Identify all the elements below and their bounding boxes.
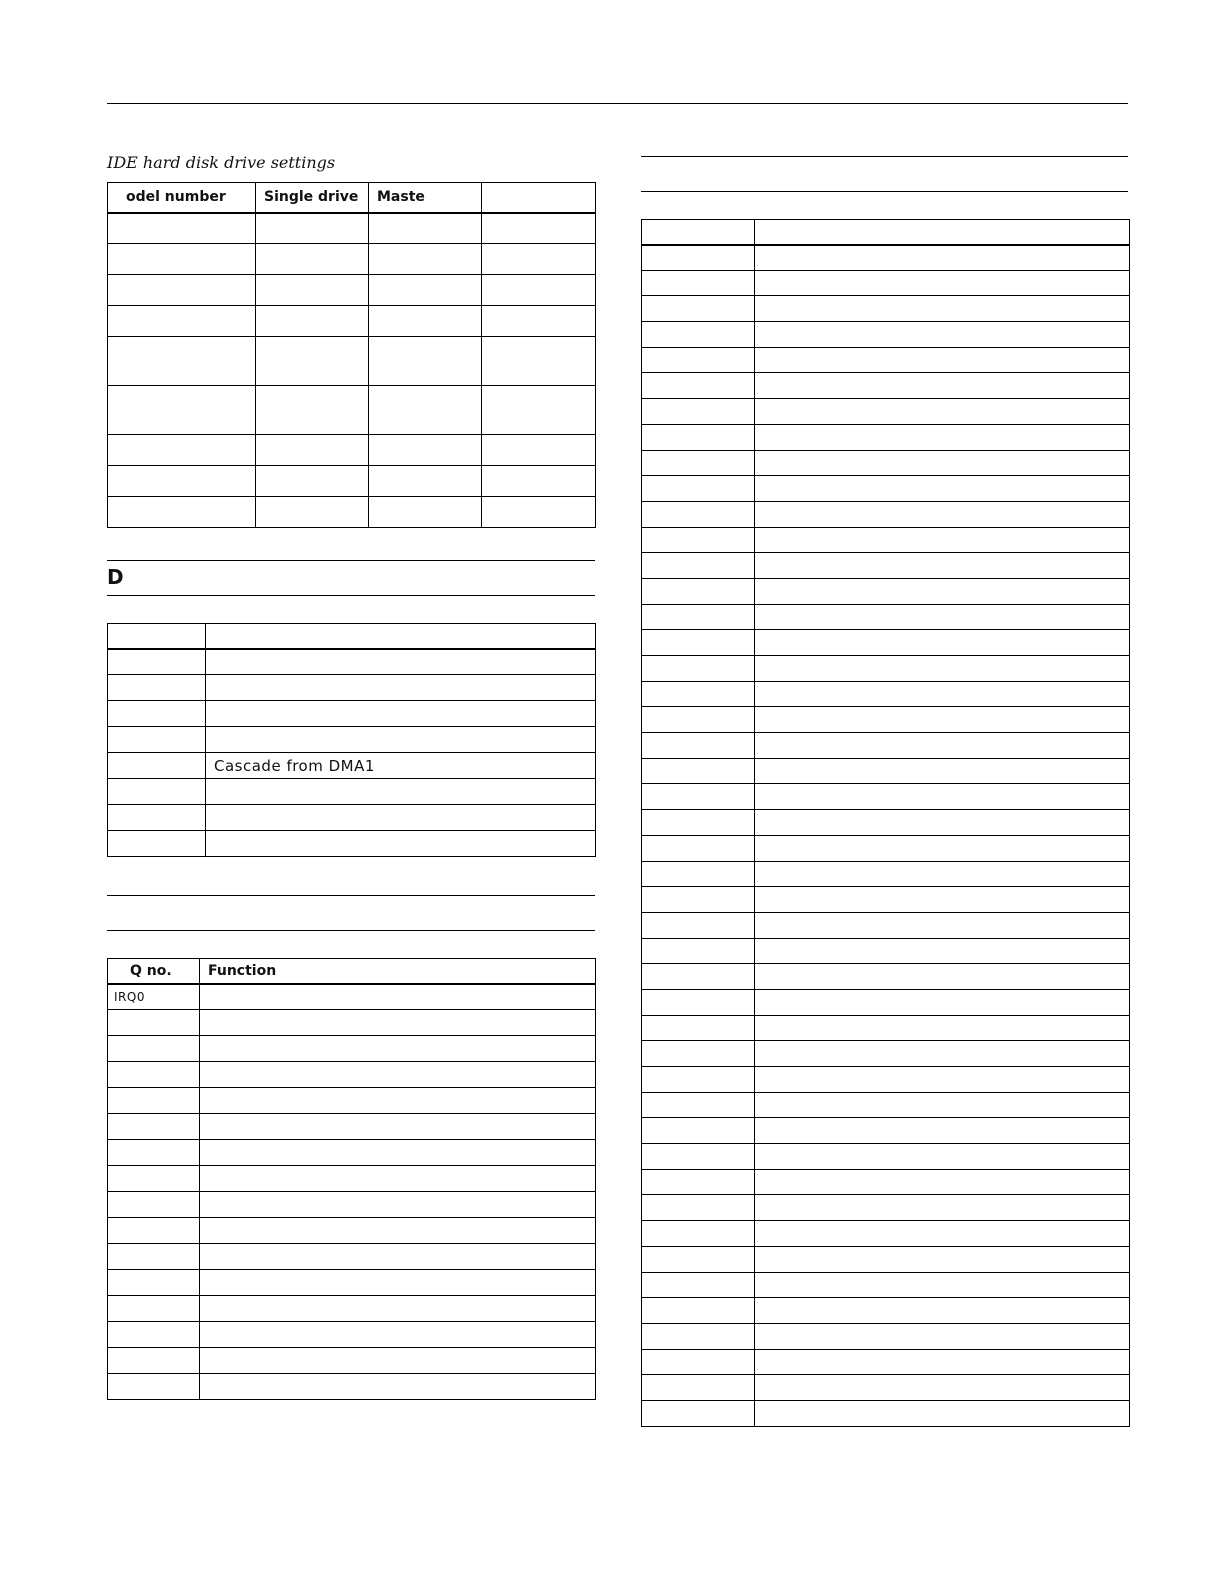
right-cell — [642, 399, 755, 425]
irq-cell — [108, 1218, 200, 1244]
ide-cell — [369, 466, 482, 497]
right-row — [642, 373, 1130, 399]
ide-cell — [108, 435, 256, 466]
ide-row — [108, 275, 596, 306]
right-cell — [642, 630, 755, 656]
right-cell — [755, 707, 1130, 733]
irq-row — [108, 1322, 596, 1348]
irq-cell — [108, 1114, 200, 1140]
right-cell — [755, 887, 1130, 913]
right-cell — [642, 501, 755, 527]
right-cell — [755, 1169, 1130, 1195]
right-cell — [755, 938, 1130, 964]
ide-cell — [256, 275, 369, 306]
ide-cell — [108, 213, 256, 244]
right-row — [642, 1015, 1130, 1041]
ide-cell — [482, 244, 596, 275]
irq-table — [107, 958, 596, 1400]
right-cell — [642, 861, 755, 887]
irq-cell — [108, 1036, 200, 1062]
dma-cell — [206, 805, 596, 831]
right-cell — [755, 270, 1130, 296]
right-cell — [755, 322, 1130, 348]
right-row — [642, 1375, 1130, 1401]
right-cell — [642, 1349, 755, 1375]
irq-cell — [200, 1088, 596, 1114]
dma-row — [108, 675, 596, 701]
irq-row — [108, 1218, 596, 1244]
right-cell — [755, 578, 1130, 604]
ide-cell — [482, 337, 596, 386]
ide-cell — [108, 337, 256, 386]
right-row — [642, 1323, 1130, 1349]
right-rule-top — [641, 156, 1128, 157]
right-cell — [642, 1195, 755, 1221]
irq-cell — [200, 1322, 596, 1348]
ide-header-single: Single drive — [256, 183, 369, 213]
dma-cell — [206, 831, 596, 857]
right-row — [642, 1400, 1130, 1426]
irq0-cell: IRQ0 — [108, 984, 200, 1010]
dma-row — [108, 649, 596, 675]
irq-header-number: Q no. — [108, 959, 200, 984]
ide-cell — [482, 306, 596, 337]
ide-row — [108, 213, 596, 244]
ide-cell — [256, 213, 369, 244]
right-row — [642, 810, 1130, 836]
right-cell — [755, 964, 1130, 990]
right-cell — [642, 1092, 755, 1118]
right-row — [642, 681, 1130, 707]
right-row — [642, 964, 1130, 990]
irq-cell — [200, 1192, 596, 1218]
irq-cell — [200, 1166, 596, 1192]
right-row — [642, 1349, 1130, 1375]
right-cell — [642, 938, 755, 964]
right-row — [642, 861, 1130, 887]
ide-cell — [256, 306, 369, 337]
right-cell — [642, 835, 755, 861]
right-cell — [755, 373, 1130, 399]
right-cell — [755, 630, 1130, 656]
right-cell — [642, 1067, 755, 1093]
right-row — [642, 296, 1130, 322]
dma-cell — [108, 753, 206, 779]
ide-header-master: Maste — [369, 183, 482, 213]
dma-cell — [108, 675, 206, 701]
right-cell — [642, 424, 755, 450]
right-cell — [755, 861, 1130, 887]
right-row — [642, 989, 1130, 1015]
right-cell — [642, 373, 755, 399]
right-cell — [642, 964, 755, 990]
irq-row — [108, 1192, 596, 1218]
irq-row — [108, 1010, 596, 1036]
dma-header-channel — [108, 624, 206, 649]
right-cell — [642, 604, 755, 630]
right-cell — [642, 1298, 755, 1324]
right-cell — [755, 1400, 1130, 1426]
right-cell — [642, 1041, 755, 1067]
ide-cell — [108, 386, 256, 435]
dma-cascade-cell: Cascade from DMA1 — [206, 753, 596, 779]
ide-cell — [369, 213, 482, 244]
irq-row — [108, 1374, 596, 1400]
right-table — [641, 219, 1130, 1427]
right-cell — [755, 912, 1130, 938]
right-cell — [755, 1349, 1130, 1375]
right-row — [642, 578, 1130, 604]
dma-cell — [108, 727, 206, 753]
right-cell — [642, 476, 755, 502]
dma-row — [108, 805, 596, 831]
irq-cell — [200, 984, 596, 1010]
ide-table-caption: IDE hard disk drive settings — [107, 153, 336, 172]
right-cell — [642, 1400, 755, 1426]
ide-cell — [108, 306, 256, 337]
right-cell — [642, 578, 755, 604]
irq-cell — [200, 1296, 596, 1322]
ide-cell — [369, 306, 482, 337]
right-cell — [642, 784, 755, 810]
irq-cell — [108, 1088, 200, 1114]
right-header-address — [642, 220, 755, 245]
right-row — [642, 707, 1130, 733]
irq-cell — [200, 1374, 596, 1400]
right-row — [642, 450, 1130, 476]
right-cell — [642, 1272, 755, 1298]
right-cell — [755, 527, 1130, 553]
irq-cell — [200, 1062, 596, 1088]
right-row — [642, 1195, 1130, 1221]
right-cell — [755, 1375, 1130, 1401]
right-cell — [755, 1067, 1130, 1093]
irq-row — [108, 1036, 596, 1062]
irq-rule-top — [107, 895, 595, 896]
right-cell — [642, 1015, 755, 1041]
irq-row — [108, 1296, 596, 1322]
right-cell — [642, 707, 755, 733]
right-cell — [642, 1169, 755, 1195]
irq-cell — [200, 1244, 596, 1270]
right-row — [642, 835, 1130, 861]
right-cell — [642, 270, 755, 296]
right-cell — [642, 912, 755, 938]
ide-row — [108, 306, 596, 337]
irq-row — [108, 1348, 596, 1374]
ide-cell — [369, 275, 482, 306]
dma-row — [108, 727, 596, 753]
right-cell — [642, 1118, 755, 1144]
dma-cell — [108, 649, 206, 675]
right-row — [642, 784, 1130, 810]
right-cell — [755, 1118, 1130, 1144]
irq-cell — [200, 1140, 596, 1166]
right-row — [642, 1067, 1130, 1093]
irq-cell — [108, 1244, 200, 1270]
right-cell — [755, 553, 1130, 579]
ide-cell — [256, 466, 369, 497]
ide-header-blank — [482, 183, 596, 213]
irq-row — [108, 1244, 596, 1270]
right-cell — [642, 347, 755, 373]
right-cell — [642, 296, 755, 322]
irq-cell — [200, 1348, 596, 1374]
right-row — [642, 1169, 1130, 1195]
right-cell — [755, 733, 1130, 759]
ide-cell — [369, 244, 482, 275]
right-row — [642, 1246, 1130, 1272]
right-cell — [642, 322, 755, 348]
irq-row — [108, 984, 596, 1010]
right-row — [642, 1144, 1130, 1170]
ide-cell — [256, 386, 369, 435]
top-rule — [107, 103, 1128, 104]
right-cell — [755, 1092, 1130, 1118]
ide-cell — [369, 386, 482, 435]
irq-cell — [108, 1192, 200, 1218]
dma-table — [107, 623, 596, 857]
dma-row — [108, 753, 596, 779]
irq-cell — [108, 1348, 200, 1374]
right-cell — [755, 424, 1130, 450]
ide-row — [108, 337, 596, 386]
irq-cell — [200, 1218, 596, 1244]
right-cell — [755, 1221, 1130, 1247]
irq-row — [108, 1270, 596, 1296]
irq-header-function: Function — [200, 959, 596, 984]
irq-cell — [108, 1374, 200, 1400]
right-cell — [755, 501, 1130, 527]
right-cell — [755, 1015, 1130, 1041]
right-row — [642, 733, 1130, 759]
dma-rule-bottom — [107, 595, 595, 596]
right-cell — [642, 887, 755, 913]
right-cell — [755, 784, 1130, 810]
right-cell — [755, 347, 1130, 373]
irq-cell — [108, 1322, 200, 1348]
ide-settings-table — [107, 182, 596, 528]
ide-cell — [108, 244, 256, 275]
right-cell — [755, 758, 1130, 784]
dma-cell — [108, 779, 206, 805]
right-cell — [755, 245, 1130, 271]
ide-row — [108, 386, 596, 435]
right-header-function — [755, 220, 1130, 245]
irq-row — [108, 1062, 596, 1088]
right-cell — [755, 399, 1130, 425]
ide-cell — [369, 497, 482, 528]
right-cell — [755, 1144, 1130, 1170]
right-cell — [755, 296, 1130, 322]
ide-row — [108, 497, 596, 528]
right-rule-bottom — [641, 191, 1128, 192]
right-cell — [755, 604, 1130, 630]
right-row — [642, 1118, 1130, 1144]
right-row — [642, 912, 1130, 938]
dma-cell — [206, 727, 596, 753]
dma-heading: D — [107, 565, 124, 589]
right-row — [642, 887, 1130, 913]
ide-cell — [369, 337, 482, 386]
ide-row — [108, 466, 596, 497]
right-row — [642, 938, 1130, 964]
irq-cell — [108, 1010, 200, 1036]
irq-cell — [108, 1166, 200, 1192]
ide-cell — [108, 497, 256, 528]
dma-row — [108, 701, 596, 727]
irq-cell — [200, 1036, 596, 1062]
right-cell — [755, 1323, 1130, 1349]
right-row — [642, 501, 1130, 527]
irq-row — [108, 1114, 596, 1140]
right-row — [642, 527, 1130, 553]
right-cell — [642, 989, 755, 1015]
ide-cell — [482, 275, 596, 306]
ide-cell — [482, 497, 596, 528]
right-cell — [642, 1375, 755, 1401]
right-cell — [755, 450, 1130, 476]
right-cell — [642, 656, 755, 682]
right-row — [642, 630, 1130, 656]
irq-row — [108, 1088, 596, 1114]
ide-cell — [482, 435, 596, 466]
right-cell — [642, 1221, 755, 1247]
ide-cell — [256, 497, 369, 528]
right-row — [642, 656, 1130, 682]
right-cell — [642, 758, 755, 784]
ide-cell — [482, 466, 596, 497]
right-row — [642, 1272, 1130, 1298]
right-row — [642, 399, 1130, 425]
right-cell — [755, 656, 1130, 682]
right-cell — [755, 476, 1130, 502]
ide-cell — [482, 213, 596, 244]
right-cell — [642, 245, 755, 271]
right-cell — [755, 1298, 1130, 1324]
ide-header-model: odel number — [108, 183, 256, 213]
dma-cell — [206, 649, 596, 675]
right-cell — [755, 1272, 1130, 1298]
ide-row — [108, 435, 596, 466]
right-cell — [642, 1246, 755, 1272]
right-row — [642, 1221, 1130, 1247]
ide-cell — [256, 337, 369, 386]
right-cell — [642, 810, 755, 836]
dma-row — [108, 779, 596, 805]
right-row — [642, 476, 1130, 502]
ide-row — [108, 244, 596, 275]
right-cell — [642, 1323, 755, 1349]
ide-cell — [369, 435, 482, 466]
irq-cell — [200, 1270, 596, 1296]
right-cell — [755, 1195, 1130, 1221]
right-row — [642, 758, 1130, 784]
right-cell — [755, 810, 1130, 836]
irq-rule-bottom — [107, 930, 595, 931]
dma-cell — [108, 831, 206, 857]
ide-cell — [256, 244, 369, 275]
right-cell — [642, 1144, 755, 1170]
ide-cell — [256, 435, 369, 466]
right-row — [642, 347, 1130, 373]
irq-cell — [108, 1140, 200, 1166]
right-row — [642, 604, 1130, 630]
irq-cell — [108, 1062, 200, 1088]
ide-cell — [482, 386, 596, 435]
right-cell — [755, 1246, 1130, 1272]
dma-cell — [206, 779, 596, 805]
irq-cell — [108, 1270, 200, 1296]
ide-cell — [108, 275, 256, 306]
irq-row — [108, 1140, 596, 1166]
right-row — [642, 245, 1130, 271]
right-cell — [642, 553, 755, 579]
right-cell — [642, 450, 755, 476]
right-row — [642, 322, 1130, 348]
dma-cell — [108, 701, 206, 727]
right-row — [642, 1092, 1130, 1118]
ide-cell — [108, 466, 256, 497]
irq-cell — [200, 1010, 596, 1036]
right-cell — [755, 989, 1130, 1015]
right-cell — [642, 527, 755, 553]
right-cell — [755, 681, 1130, 707]
right-cell — [642, 681, 755, 707]
right-row — [642, 553, 1130, 579]
right-cell — [755, 835, 1130, 861]
right-row — [642, 1041, 1130, 1067]
right-row — [642, 1298, 1130, 1324]
dma-row — [108, 831, 596, 857]
right-row — [642, 424, 1130, 450]
dma-cell — [206, 675, 596, 701]
dma-header-function — [206, 624, 596, 649]
irq-cell — [200, 1114, 596, 1140]
right-cell — [755, 1041, 1130, 1067]
dma-rule-top — [107, 560, 595, 561]
dma-cell — [206, 701, 596, 727]
irq-cell — [108, 1296, 200, 1322]
right-cell — [642, 733, 755, 759]
right-row — [642, 270, 1130, 296]
dma-cell — [108, 805, 206, 831]
irq-row — [108, 1166, 596, 1192]
